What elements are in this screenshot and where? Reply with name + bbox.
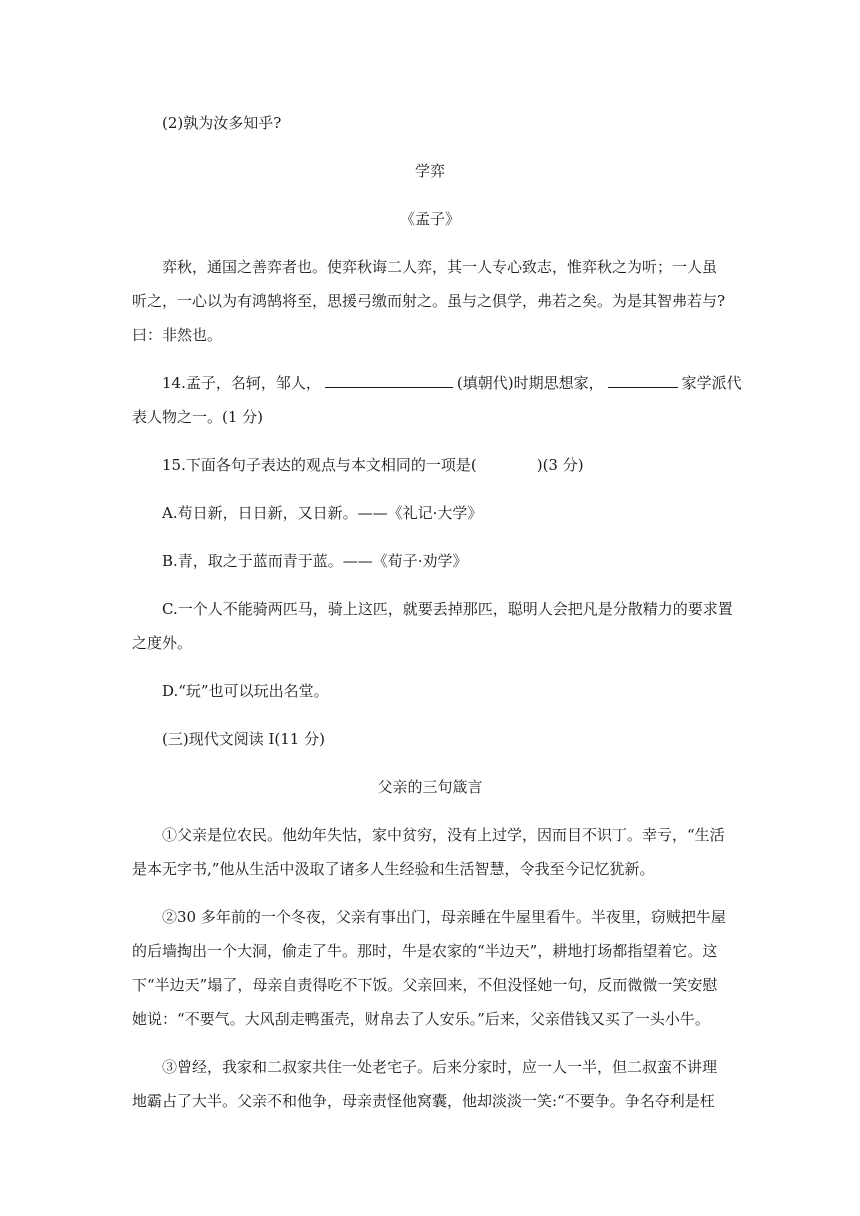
question-14-part-2: (填朝代)时期思想家， [456, 374, 604, 392]
option-c-line-2: 之度外。 [132, 634, 193, 652]
question-2-text: (2)孰为汝多知乎? [162, 114, 282, 132]
question-15-stem-a: 15.下面各句子表达的观点与本文相同的一项是( [162, 456, 477, 474]
para-2-line-2: 的后墙掏出一个大洞，偷走了牛。那时，牛是农家的“半边天”，耕地打场都指望着它。这 [132, 942, 718, 960]
option-d: D.“玩”也可以玩出名堂。 [162, 682, 329, 700]
question-15-stem [162, 455, 732, 475]
question-14-part-1: 14.孟子，名轲，邹人， [162, 374, 321, 392]
para-2-line-3: 下“半边天”塌了，母亲自责得吃不下饭。父亲回来，不但没怪她一句，反而微微一笑安慰 [132, 976, 718, 994]
para-3-line-1: ③曾经，我家和二叔家共住一处老宅子。后来分家时，应一人一半，但二叔蛮不讲理 [162, 1058, 718, 1076]
option-c-line-1: C.一个人不能骑两匹马，骑上这匹，就要丢掉那匹，聪明人会把凡是分散精力的要求置 [162, 600, 733, 618]
option-b: B.青，取之于蓝而青于蓝。——《荀子·劝学》 [162, 552, 468, 570]
para-3-line-2: 地霸占了大半。父亲不和他争，母亲责怪他窝囊，他却淡淡一笑:“不要争。争名夺利是枉 [132, 1092, 715, 1110]
para-2-line-4: 她说：“不要气。大风刮走鸭蛋壳，财帛去了人安乐。”后来，父亲借钱又买了一头小牛。 [132, 1010, 710, 1028]
dynasty-blank[interactable] [325, 373, 453, 388]
para-1-line-2: 是本无字书,”他从生活中汲取了诸多人生经验和生活智慧，令我至今记忆犹新。 [132, 860, 655, 878]
question-14-line-2: 表人物之一。(1 分) [132, 408, 264, 426]
passage-line-3: 曰：非然也。 [132, 326, 223, 344]
question-14-line-1 [162, 373, 742, 393]
school-blank[interactable] [608, 373, 678, 388]
section-3-heading: (三)现代文阅读 I(11 分) [162, 730, 325, 748]
question-14-part-3: 家学派代 [681, 374, 742, 392]
article-title: 父亲的三句箴言 [377, 778, 483, 796]
passage-line-1: 弈秋，通国之善弈者也。使弈秋诲二人弈，其一人专心致志，惟弈秋之为听；一人虽 [162, 258, 718, 276]
passage-title: 学弈 [414, 162, 445, 180]
passage-line-2: 听之，一心以为有鸿鹄将至，思援弓缴而射之。虽与之俱学，弗若之矣。为是其智弗若与? [132, 292, 726, 310]
passage-author: 《孟子》 [399, 210, 460, 228]
para-1-line-1: ①父亲是位农民。他幼年失怙，家中贫穷，没有上过学，因而目不识丁。幸亏，“生活 [162, 826, 725, 844]
para-2-line-1: ②30 多年前的一个冬夜，父亲有事出门，母亲睡在牛屋里看牛。半夜里，窃贼把牛屋 [162, 908, 726, 926]
question-15-stem-b: )(3 分) [536, 456, 584, 474]
option-a: A.苟日新，日日新，又日新。——《礼记·大学》 [162, 504, 483, 522]
